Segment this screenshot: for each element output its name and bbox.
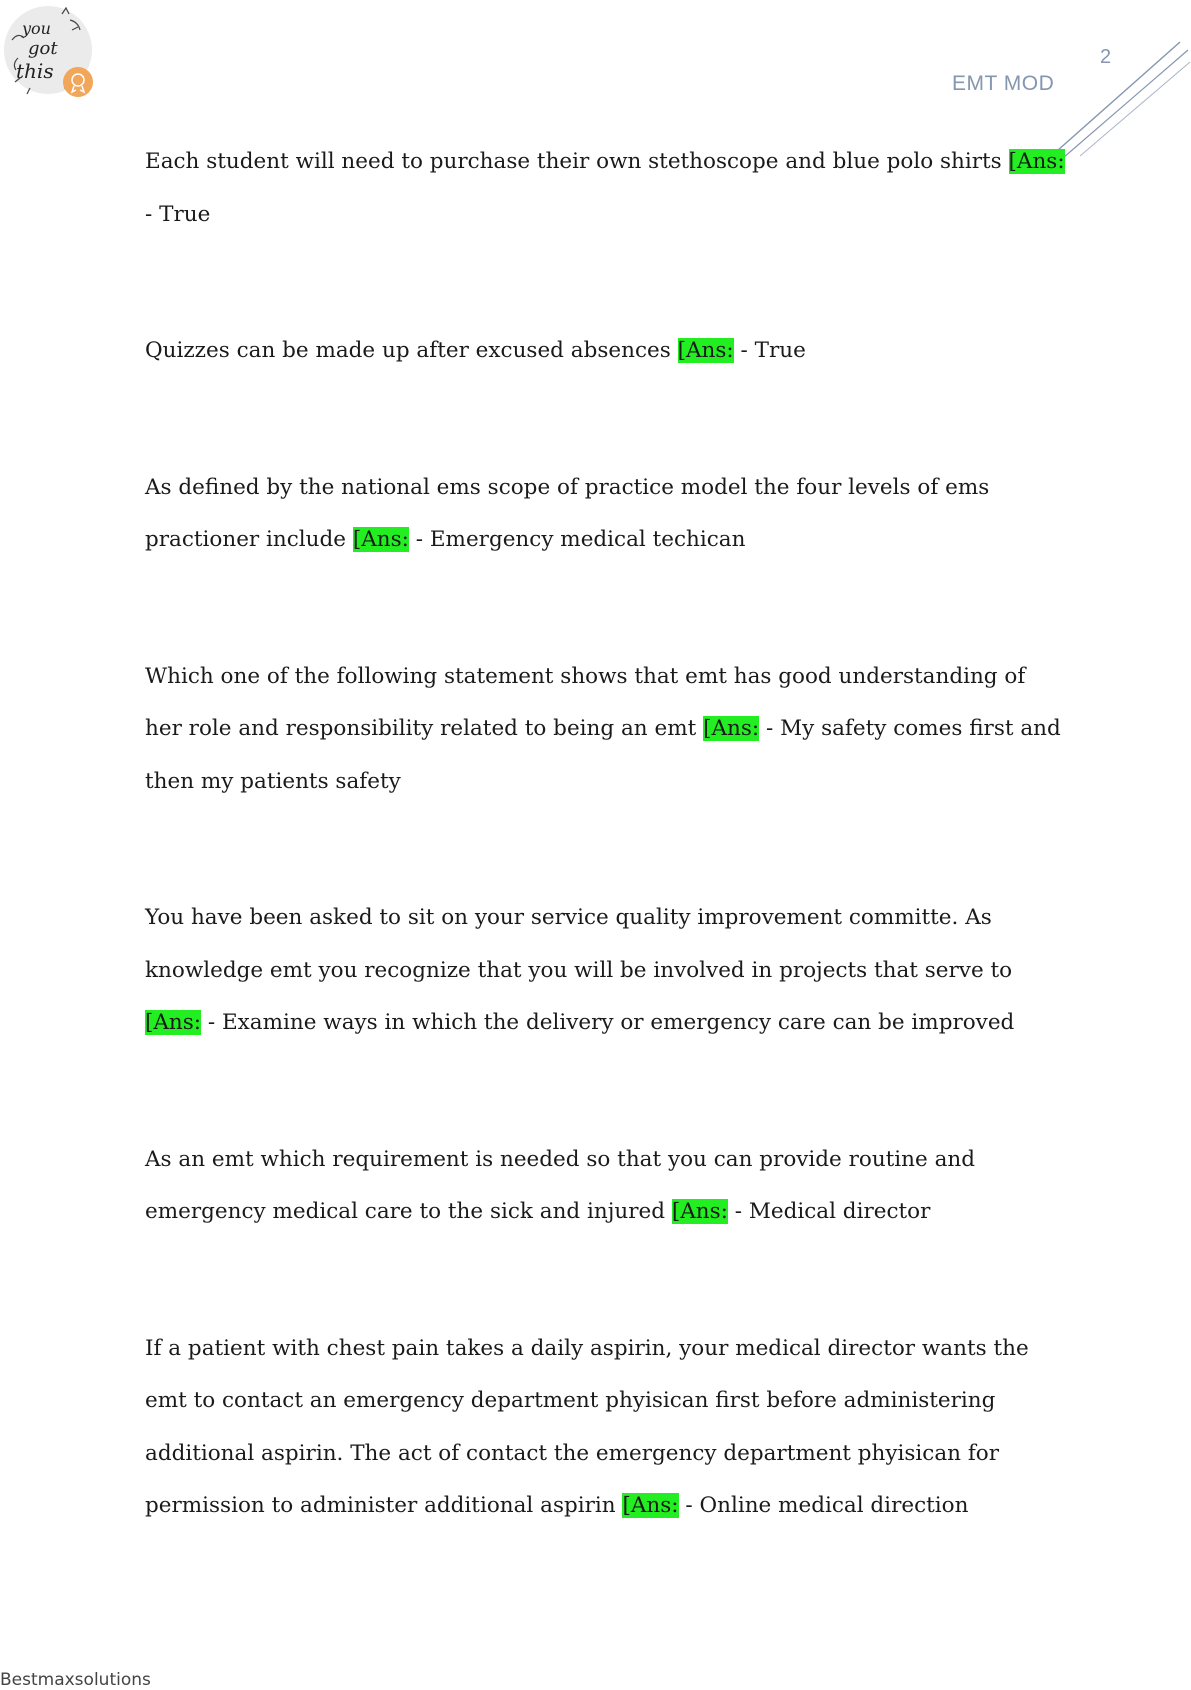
- page-number: 2: [1100, 46, 1112, 68]
- qa-item: [145, 1323, 1065, 1533]
- answer-text: - Online medical direction: [685, 1493, 969, 1518]
- qa-item: [145, 651, 1065, 809]
- question-text: If a patient with chest pain takes a daily aspirin, your medical director wants the emt to contact an emergency department phyisican first before administering additional aspirin. The act of contact the emergency department phyisican for permission to administer additional aspirin: [145, 1335, 1029, 1518]
- answer-tag: [Ans:: [1008, 149, 1065, 174]
- logo-line-3: this: [16, 59, 54, 83]
- logo-line-1: you: [22, 19, 51, 38]
- answer-text: - My safety comes first and then my patients safety: [145, 716, 1061, 794]
- footer-watermark: Bestmaxsolutions: [0, 1670, 151, 1690]
- header-title: EMT MOD: [952, 72, 1055, 95]
- answer-tag: [Ans:: [671, 1199, 728, 1224]
- question-text: As an emt which requirement is needed so that you can provide routine and emergency medical care to the sick and injured: [145, 1146, 976, 1224]
- answer-tag: [Ans:: [622, 1493, 679, 1518]
- qa-item: [145, 892, 1065, 1050]
- answer-text: - Examine ways in which the delivery or emergency care can be improved: [207, 1010, 1015, 1035]
- answer-tag: [Ans:: [352, 527, 409, 552]
- you-got-this-logo: [0, 0, 100, 108]
- logo-line-2: got: [28, 38, 58, 59]
- qa-item: [145, 136, 1065, 241]
- answer-text: - Emergency medical techican: [415, 527, 746, 552]
- answer-text: - Medical director: [734, 1199, 931, 1224]
- question-text: Which one of the following statement shows that emt has good understanding of her role and responsibility related to being an emt: [145, 663, 1026, 741]
- answer-text: - True: [740, 338, 806, 363]
- qa-item: [145, 1134, 1065, 1239]
- award-badge-icon: [63, 67, 93, 97]
- document-body: [145, 136, 1065, 1617]
- question-text: As defined by the national ems scope of practice model the four levels of ems practioner include: [145, 474, 990, 552]
- answer-tag: [Ans:: [145, 1010, 202, 1035]
- answer-tag: [Ans:: [677, 338, 734, 363]
- question-text: Quizzes can be made up after excused absences: [145, 338, 671, 363]
- answer-text: - True: [145, 201, 211, 227]
- qa-item: [145, 325, 1065, 378]
- answer-tag: [Ans:: [703, 716, 760, 741]
- qa-item: [145, 462, 1065, 567]
- question-text: You have been asked to sit on your service quality improvement committe. As knowledge emt you recognize that you will be involved in projects that serve to: [145, 905, 1013, 983]
- question-text: Each student will need to purchase their own stethoscope and blue polo shirts: [145, 149, 1002, 174]
